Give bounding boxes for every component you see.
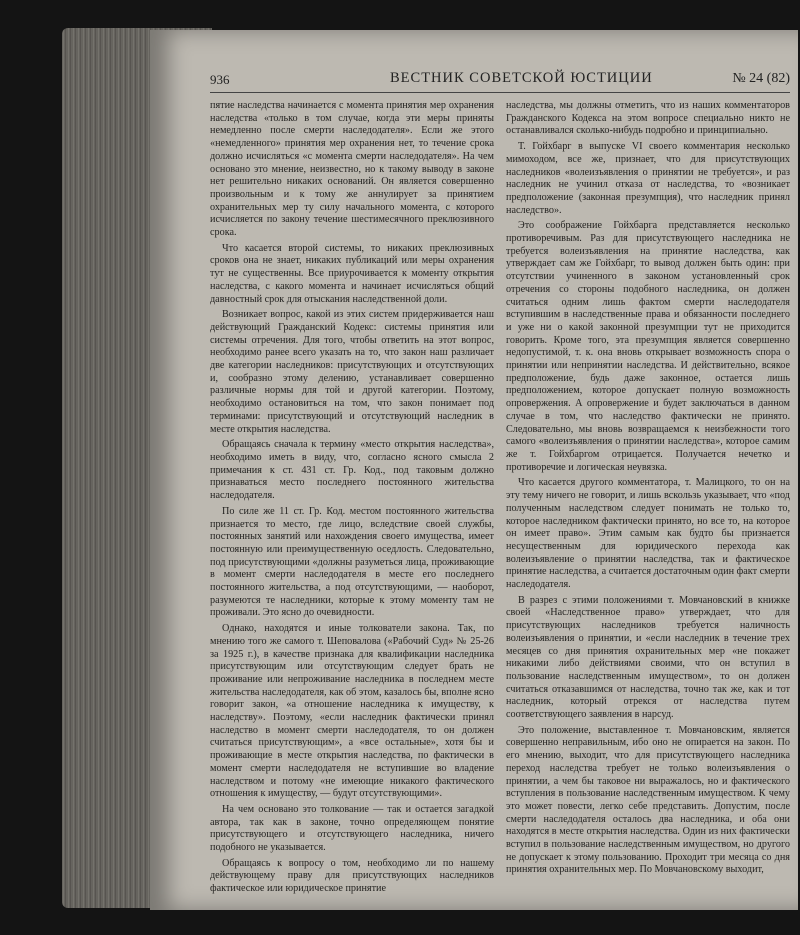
journal-page	[150, 30, 798, 910]
paragraph: По силе же 11 ст. Гр. Код. местом постоянного жительства признается то место, где лицо, вследствие своей службы, постоянных занятий или нахождения своего имущества, имеет постоянную или преимущественную оседлость. Следовательно, под присутствующими «должны разуметься лица, проживающие в момент смерти наследодателя в месте его последнего постоянного жительства, а под отсутствующими, — наоборот, разумеются те наследники, которые к этому моменту там не проживали. Это ясно до очевидности.	[210, 505, 494, 619]
header-rule	[210, 92, 790, 93]
paragraph: Обращаясь к вопросу о том, необходимо ли по нашему действующему праву для присутствующих наследников фактическое или юридическое принятие	[210, 857, 494, 895]
paragraph: Возникает вопрос, какой из этих систем придерживается наш действующий Гражданский Кодекс: системы принятия или системы отречения. Для того, чтобы ответить на этот вопрос, необходимо ранее всего указать на то, что закон наш различает две категории наследников: присутствующих и отсутствующих и, сообразно этому делению, устанавливает совершенно различные нормы для той и другой категории. Поэтому, необходимо остановиться на том, что закон понимает под терминами: присутствующий и отсутствующий наследник в месте открытия наследства.	[210, 309, 494, 435]
paragraph: пятие наследства начинается с момента принятия мер охранения наследства «только в том случае, когда эти меры приняты немедленно после смерти наследодателя». Если же этого «немедленного» принятия мер охранения нет, то течение срока должно исчисляться «с момента смерти наследодателя». На чем основано это мнение, неизвестно, но к такому выводу в законе нет решительно никаких оснований. Он является совершенно произвольным и к тому же аннулирует за принятием охранительных мер ту силу начального момента, с которого исчисляется по закону течение шестимесячного преклюзивного срока.	[210, 100, 494, 239]
paragraph: Это положение, выставленное т. Мовчановским, является совершенно неправильным, ибо оно не опирается на закон. По его мнению, выходит, что для присутствующего наследника переход наследства требует не только волеизъявления о принятии, а чем бы таковое ни выражалось, но и фактического вступления в пользование наследственным имуществом. К чему это может повести, легко себе представить. Допустим, после смерти наследодателя осталось два наследника, и оба они находятся в месте открытия наследства. Один из них фактически вступил в пользование наследственным имуществом, но другого не допускает к этому пользованию. Проходит три месяца со дня принятия охранительных мер. По Мовчановскому выходит,	[506, 724, 790, 876]
right-column	[506, 100, 790, 880]
journal-title: ВЕСТНИК СОВЕТСКОЙ ЮСТИЦИИ	[390, 70, 653, 86]
paragraph: Однако, находятся и иные толкователи закона. Так, по мнению того же самого т. Шеповалова («Рабочий Суд» № 25-26 за 1925 г.), в качестве признака для квалификации наследника присутствующим или отсутствующим следует брать не проживание или непроживание наследника в последнем месте жительства наследодателя, как об этом, казалось бы, вполне ясно говорит закон, «а отношение наследника к имуществу, к наследству». Поэтому, «если наследник фактически принял наследство в момент смерти наследодателя, то он должен считаться присутствующим», а «все остальные», хотя бы и проживающие в месте открытия наследства, по фактически в момент смерти наследодателя не вступившие во владение наследством и потому «не имеющие никакого фактического отношения к имуществу, — будут отсутствующими».	[210, 623, 494, 800]
issue-number: № 24 (82)	[732, 71, 790, 86]
page-number: 936	[210, 72, 230, 87]
paragraph: Т. Гойхбарг в выпуске VI своего комментария несколько мимоходом, все же, признает, что для присутствующих наследников «волеизъявления о принятии не требуется», и раз наследник не учинил отказа от наследства, то «возникает предположение (законная презумпция), что наследник принял наследство».	[506, 141, 790, 216]
running-header	[210, 70, 790, 92]
paragraph: Что касается второй системы, то никаких преклюзивных сроков она не знает, никаких публикаций или меры охранения тут не существенны. Все приурочивается к моменту открытия наследства, с какого момента и начинает исчисляться общий давностный срок для отыскания наследственной доли.	[210, 242, 494, 305]
paragraph: Что касается другого комментатора, т. Малицкого, то он на эту тему ничего не говорит, и лишь вскользь указывает, что «под полученным наследством следует понимать не только то, которое наследником фактически принято, но все то, на которое он имеет право». Этим самым как будто бы признается несущественным для юридического перехода как волеизъявление о принятии наследства, так и фактическое принятие наследства, а считается достаточным один факт смерти наследодателя.	[506, 477, 790, 591]
paragraph: Обращаясь сначала к термину «место открытия наследства», необходимо иметь в виду, что, согласно ясного смысла 2 примечания к ст. 431 ст. Гр. Код., под таковым должно признаваться место последнего постоянного жительства наследодателя.	[210, 439, 494, 502]
paragraph: На чем основано это толкование — так и остается загадкой автора, так как в законе, точно определяющем понятие присутствующего и отсутствующего наследника, ничего подобного не указывается.	[210, 803, 494, 854]
left-column	[210, 100, 494, 899]
paragraph: Это соображение Гойхбарга представляется несколько противоречивым. Раз для присутствующего наследника не требуется волеизъявления на принятие наследства, как утверждает сам же Гойхбарг, то вывод должен быть один: при отсутствии учиненного в законом установленный срок отречения со стороны подобного наследника, он должен считаться одним лишь фактом смерти наследодателя вступившим в наследственные права и обязанности последнего и уже ни о какой законной презумпции тут не приходится говорить. Кроме того, эта презумпция является совершенно недопустимой, т. к. она вновь открывает возможность спора о принятии или непринятии наследства. И действительно, всякое предположение, будь даже законное, остается лишь предположением, которое допускает полную возможность опровержения. А опровержение и будет заключаться в данном случае в том, что наследство фактически не принято. Следовательно, мы вновь возвращаемся к неизбежности того самого «волеизъявления о принятии наследства», которое самим же т. Гойхбаргом отрицается. Получается нечетко и противоречие и логическая неувязка.	[506, 220, 790, 473]
paragraph: наследства, мы должны отметить, что из наших комментаторов Гражданского Кодекса на этом вопросе специально никто не останавливался сколько-нибудь подробно и принципиально.	[506, 100, 790, 137]
paragraph: В разрез с этими положениями т. Мовчановский в книжке своей «Наследственное право» утверждает, что для присутствующих наследников требуется наличность волеизъявления о принятии, и «если наследник в течение трех месяцев со дня принятия охранительных мер «не покажет никакими либо действиями своими, что он вступил в пользование наследственным имуществом», то он должен считаться отказавшимся от наследства, точно так же, как и тот наследник, который отрекся от наследства путем соответствующего заявления в нарсуд.	[506, 594, 790, 721]
